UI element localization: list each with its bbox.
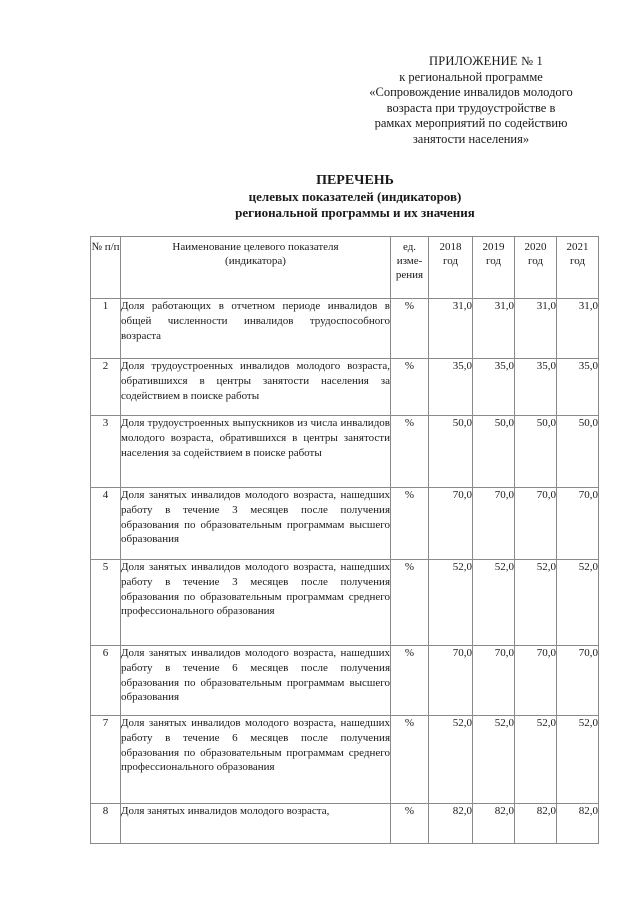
indicator-name: Доля работающих в отчетном периоде инвалидов в общей численности инвалидов трудоспособного возраста — [121, 299, 391, 359]
value-2021: 52,0 — [557, 716, 599, 804]
value-2018: 35,0 — [429, 359, 473, 416]
header-num: № п/п — [91, 237, 121, 299]
appendix-line: к региональной программе — [399, 69, 543, 84]
appendix-line: рамках мероприятий по содействию — [374, 116, 568, 131]
unit-of-measure: % — [391, 646, 429, 716]
document-title: ПЕРЕЧЕНЬ — [316, 173, 394, 188]
value-2021: 31,0 — [557, 299, 599, 359]
document-subtitle: региональной программы и их значения — [235, 205, 475, 220]
value-2018: 31,0 — [429, 299, 473, 359]
row-number: 5 — [91, 560, 121, 646]
unit-of-measure: % — [391, 299, 429, 359]
header-2020: 2020 год — [515, 237, 557, 299]
indicator-name: Доля занятых инвалидов молодого возраста, нашедших работу в течение 3 месяцев после получения образования по образовательным программам среднего профессионального образования — [121, 560, 391, 646]
table-row — [91, 299, 599, 359]
value-2020: 82,0 — [515, 804, 557, 844]
value-2018: 52,0 — [429, 560, 473, 646]
table-body — [91, 299, 599, 844]
value-2018: 70,0 — [429, 646, 473, 716]
value-2021: 70,0 — [557, 646, 599, 716]
value-2021: 82,0 — [557, 804, 599, 844]
header-2021: 2021 год — [557, 237, 599, 299]
table-row — [91, 488, 599, 560]
unit-of-measure: % — [391, 560, 429, 646]
value-2019: 82,0 — [473, 804, 515, 844]
table-row — [91, 416, 599, 488]
value-2020: 52,0 — [515, 560, 557, 646]
document-heading — [120, 172, 590, 221]
value-2019: 52,0 — [473, 560, 515, 646]
value-2021: 70,0 — [557, 488, 599, 560]
value-2021: 52,0 — [557, 560, 599, 646]
document-subtitle: целевых показателей (индикаторов) — [248, 189, 462, 204]
value-2019: 70,0 — [473, 488, 515, 560]
header-name: Наименование целевого показателя (индикатора) — [121, 237, 391, 299]
value-2021: 50,0 — [557, 416, 599, 488]
unit-of-measure: % — [391, 416, 429, 488]
unit-of-measure: % — [391, 488, 429, 560]
row-number: 3 — [91, 416, 121, 488]
indicator-name: Доля занятых инвалидов молодого возраста, нашедших работу в течение 3 месяцев после получения образования по образовательным программам высшего образования — [121, 488, 391, 560]
appendix-title: ПРИЛОЖЕНИЕ № 1 — [429, 54, 543, 68]
value-2019: 31,0 — [473, 299, 515, 359]
value-2018: 52,0 — [429, 716, 473, 804]
table-row — [91, 359, 599, 416]
value-2019: 35,0 — [473, 359, 515, 416]
unit-of-measure: % — [391, 716, 429, 804]
appendix-block — [340, 54, 602, 148]
indicators-table — [90, 236, 599, 844]
table-header-row — [91, 237, 599, 299]
value-2021: 35,0 — [557, 359, 599, 416]
table-row — [91, 646, 599, 716]
value-2018: 82,0 — [429, 804, 473, 844]
indicator-name: Доля занятых инвалидов молодого возраста, нашедших работу в течение 6 месяцев после получения образования по образовательным программам среднего профессионального образования — [121, 716, 391, 804]
header-unit: ед. изме-рения — [391, 237, 429, 299]
indicator-name: Доля трудоустроенных инвалидов молодого возраста, обратившихся в центры занятости населения за содействием в поиске работы — [121, 359, 391, 416]
row-number: 7 — [91, 716, 121, 804]
value-2019: 70,0 — [473, 646, 515, 716]
unit-of-measure: % — [391, 804, 429, 844]
header-2019: 2019 год — [473, 237, 515, 299]
value-2020: 70,0 — [515, 488, 557, 560]
value-2020: 31,0 — [515, 299, 557, 359]
appendix-line: занятости населения» — [412, 131, 530, 146]
value-2020: 35,0 — [515, 359, 557, 416]
header-2018: 2018 год — [429, 237, 473, 299]
table-row — [91, 804, 599, 844]
value-2019: 52,0 — [473, 716, 515, 804]
row-number: 1 — [91, 299, 121, 359]
table-row — [91, 716, 599, 804]
value-2018: 70,0 — [429, 488, 473, 560]
value-2020: 52,0 — [515, 716, 557, 804]
table-row — [91, 560, 599, 646]
value-2020: 70,0 — [515, 646, 557, 716]
indicator-name: Доля трудоустроенных выпускников из числа инвалидов молодого возраста, обратившихся в центры занятости населения за содействием в поиске работы — [121, 416, 391, 488]
row-number: 8 — [91, 804, 121, 844]
appendix-line: возраста при трудоустройстве в — [386, 100, 556, 115]
appendix-line: «Сопровождение инвалидов молодого — [369, 85, 573, 100]
indicator-name: Доля занятых инвалидов молодого возраста, — [121, 804, 391, 844]
value-2018: 50,0 — [429, 416, 473, 488]
value-2020: 50,0 — [515, 416, 557, 488]
indicator-name: Доля занятых инвалидов молодого возраста, нашедших работу в течение 6 месяцев после получения образования по образовательным программам высшего образования — [121, 646, 391, 716]
unit-of-measure: % — [391, 359, 429, 416]
row-number: 4 — [91, 488, 121, 560]
value-2019: 50,0 — [473, 416, 515, 488]
row-number: 6 — [91, 646, 121, 716]
row-number: 2 — [91, 359, 121, 416]
